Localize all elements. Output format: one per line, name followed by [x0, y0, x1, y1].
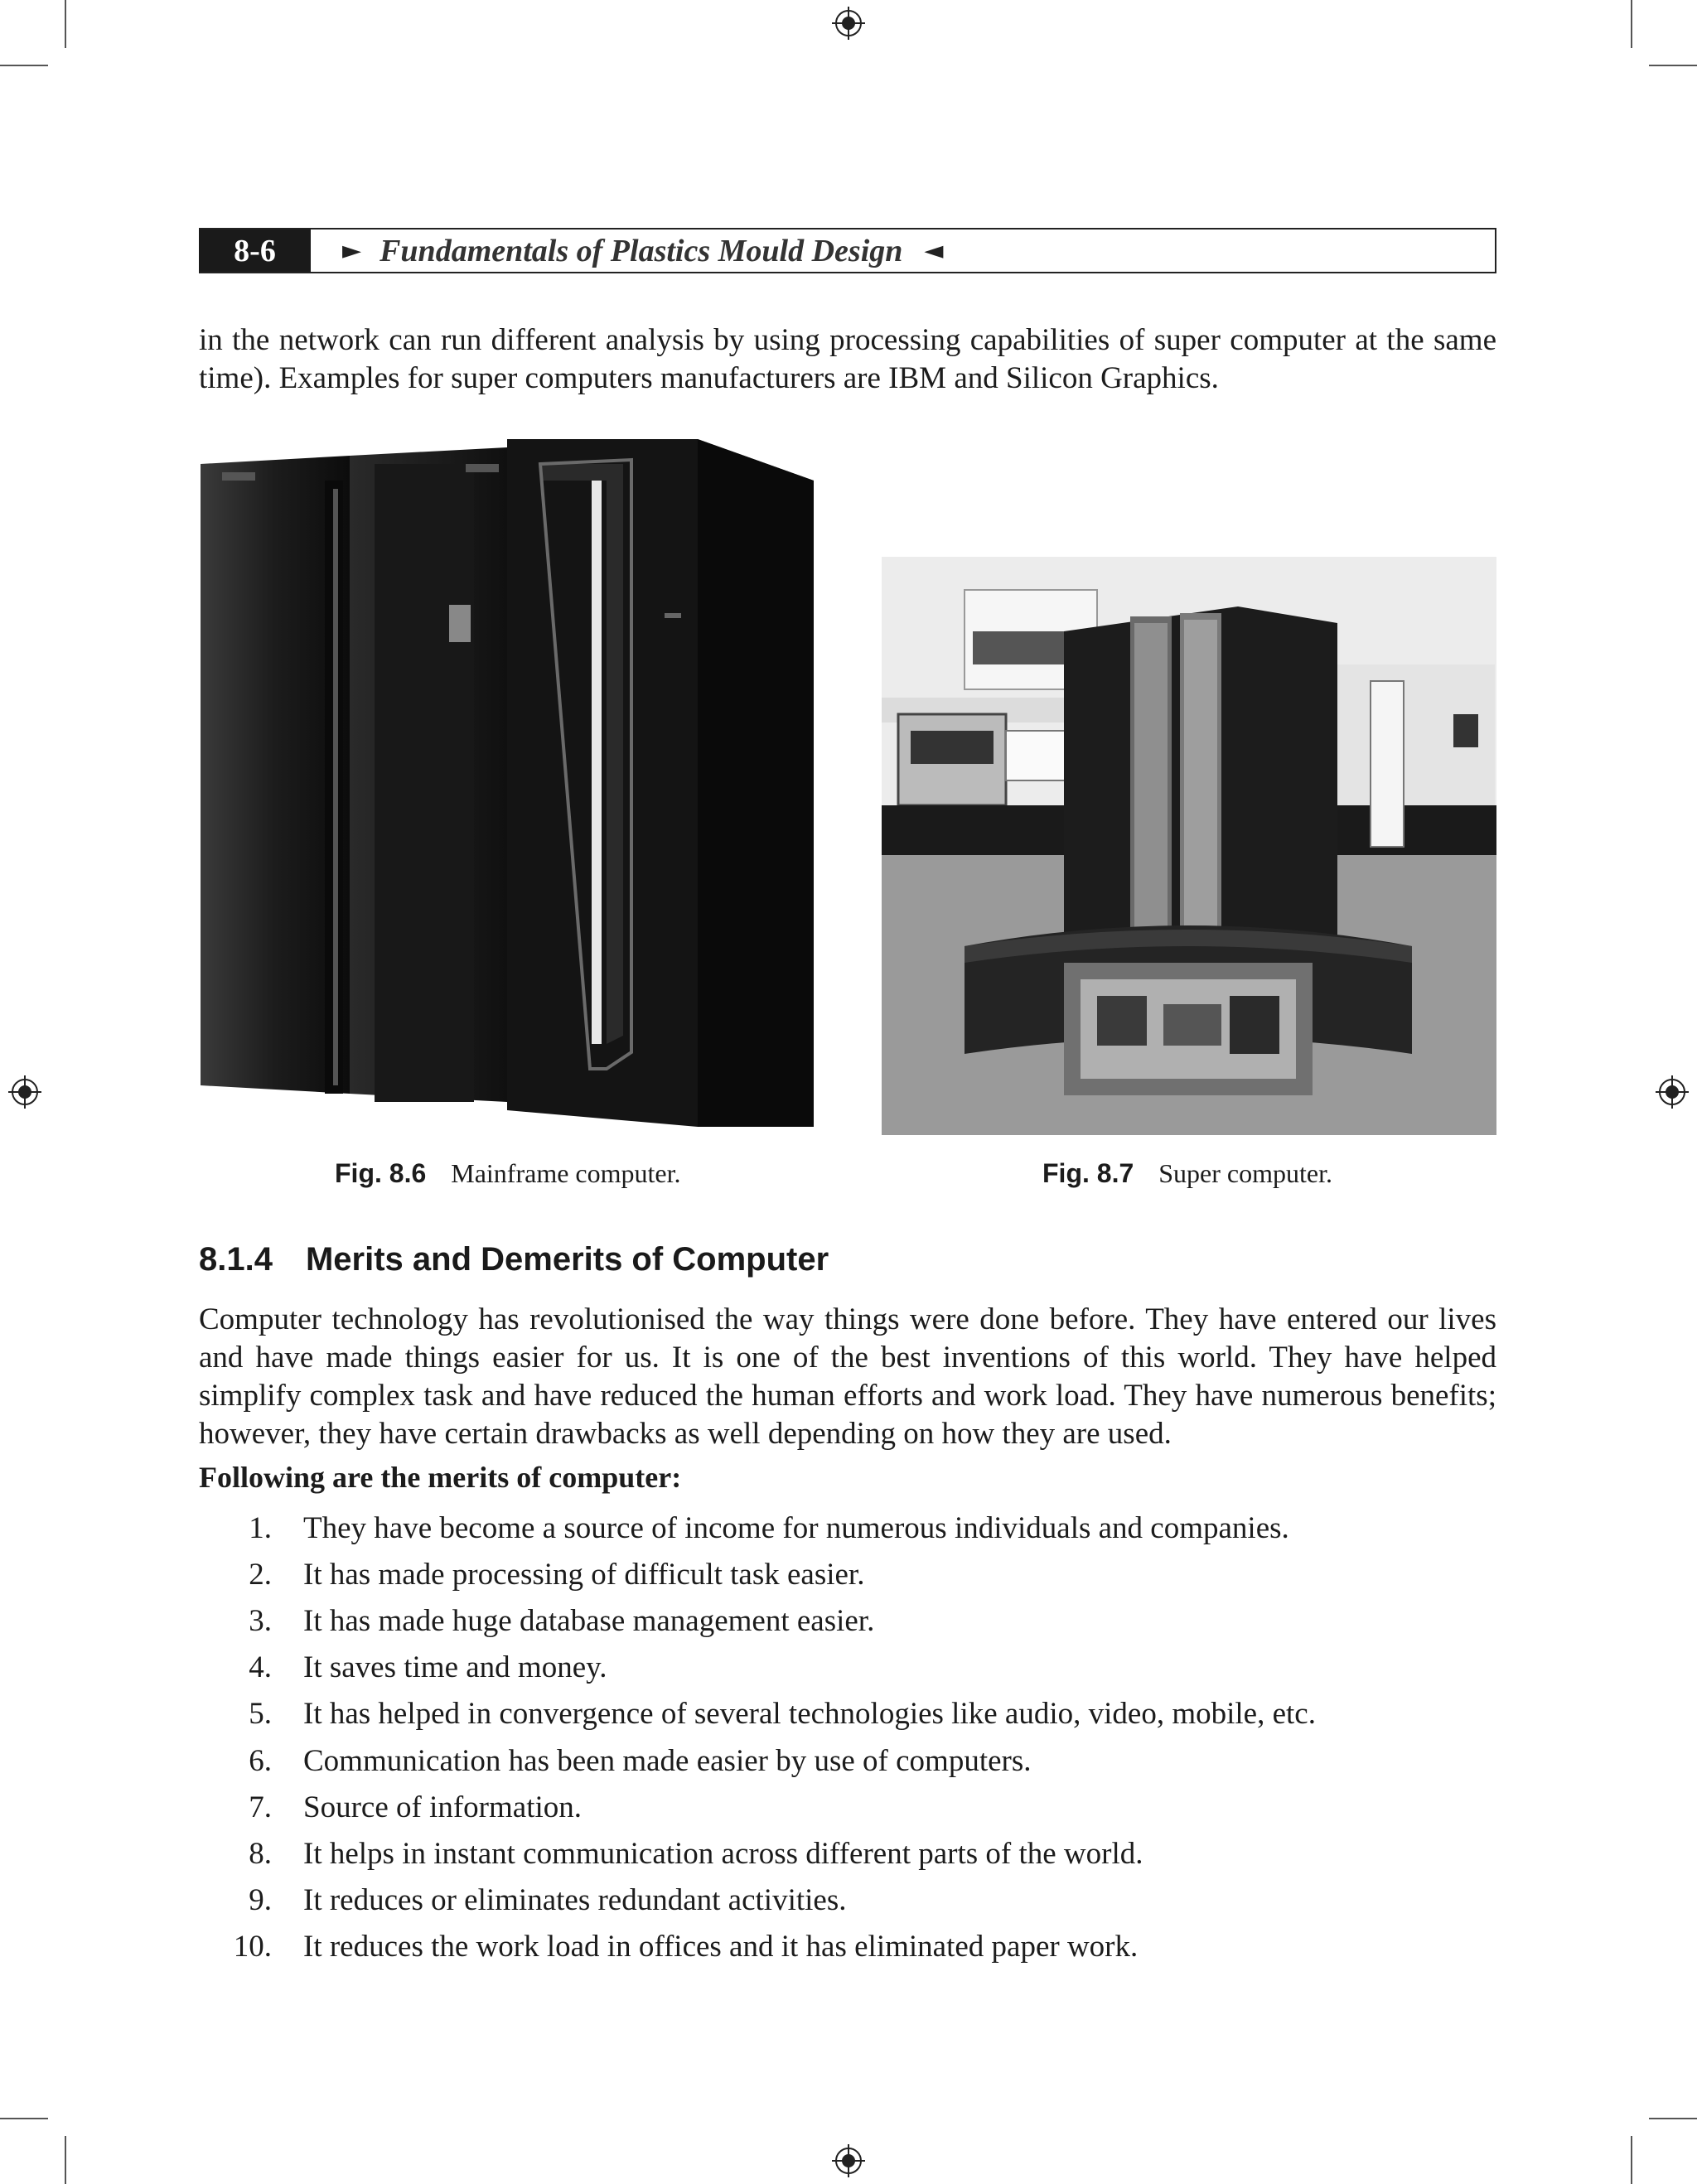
crop-mark	[0, 65, 48, 66]
list-number: 3.	[249, 1603, 272, 1638]
list-text: It reduces or eliminates redundant activities.	[303, 1883, 847, 1918]
section-number: 8.1.4	[199, 1241, 273, 1278]
intro-paragraph: in the network can run different analysis by using processing capabilities of super computer at the same time). Examples for super computers manufacturers are IBM and Silicon Graphics.	[199, 323, 1496, 395]
registration-mark-icon	[1656, 1075, 1689, 1109]
crop-mark	[1631, 0, 1632, 48]
list-number: 2.	[249, 1557, 272, 1592]
figure-caption-text: Super computer.	[1158, 1158, 1332, 1188]
list-item	[199, 1505, 1496, 1551]
registration-mark-icon	[832, 7, 865, 40]
registration-mark-icon	[8, 1075, 41, 1109]
super-computer-image	[882, 557, 1496, 1135]
list-number: 9.	[249, 1883, 272, 1918]
list-number: 8.	[249, 1836, 272, 1871]
crop-mark	[1649, 2118, 1697, 2119]
list-number: 10.	[233, 1930, 272, 1964]
list-item	[199, 1551, 1496, 1597]
list-text: They have become a source of income for numerous individuals and companies.	[303, 1510, 1289, 1545]
list-text: It helps in instant communication across different parts of the world.	[303, 1836, 1143, 1871]
merits-list	[199, 1505, 1496, 1970]
crop-mark	[1649, 65, 1697, 66]
list-text: It has made processing of difficult task easier.	[303, 1557, 865, 1592]
figure-label: Fig. 8.7	[1042, 1158, 1134, 1188]
section-body-paragraph: Computer technology has revolutionised the way things were done before. They have entered our lives and have made things easier for us. It is one of the best inventions of this world. They have helped simplify complex task and have reduced the human efforts and work load. They have numerous benefits; however, they have certain drawbacks as well depending on how they are used.	[199, 1302, 1496, 1451]
figure-caption	[335, 1158, 680, 1189]
list-text: Source of information.	[303, 1790, 582, 1824]
list-number: 7.	[249, 1790, 272, 1824]
list-item	[199, 1691, 1496, 1737]
list-text: It saves time and money.	[303, 1650, 607, 1685]
merits-heading: Following are the merits of computer:	[199, 1461, 682, 1494]
list-number: 5.	[249, 1697, 272, 1732]
book-title: Fundamentals of Plastics Mould Design	[380, 233, 903, 268]
list-number: 1.	[249, 1510, 272, 1545]
mainframe-computer-image	[201, 439, 814, 1135]
registration-mark-icon	[832, 2144, 865, 2177]
crop-mark	[65, 0, 66, 48]
page-number: 8-6	[199, 230, 311, 272]
right-arrow-icon: ►	[342, 236, 362, 265]
list-text: It has made huge database management easier.	[303, 1603, 875, 1638]
list-number: 6.	[249, 1743, 272, 1778]
crop-mark	[0, 2118, 48, 2119]
list-item	[199, 1784, 1496, 1830]
list-item	[199, 1877, 1496, 1924]
crop-mark	[1631, 2136, 1632, 2184]
list-item	[199, 1830, 1496, 1877]
list-item	[199, 1597, 1496, 1644]
left-arrow-icon: ◄	[924, 236, 944, 265]
figure-caption-text: Mainframe computer.	[451, 1158, 681, 1188]
section-heading	[199, 1241, 829, 1278]
crop-mark	[65, 2136, 66, 2184]
list-item	[199, 1645, 1496, 1691]
section-title: Merits and Demerits of Computer	[305, 1241, 829, 1278]
list-text: It reduces the work load in offices and it has eliminated paper work.	[303, 1930, 1139, 1964]
figure-caption	[1042, 1158, 1332, 1189]
figure-label: Fig. 8.6	[335, 1158, 427, 1188]
list-text: It has helped in convergence of several technologies like audio, video, mobile, etc.	[303, 1697, 1316, 1732]
list-item	[199, 1924, 1496, 1970]
running-header	[199, 228, 1496, 273]
list-number: 4.	[249, 1650, 272, 1685]
list-text: Communication has been made easier by use of computers.	[303, 1743, 1032, 1778]
list-item	[199, 1737, 1496, 1784]
